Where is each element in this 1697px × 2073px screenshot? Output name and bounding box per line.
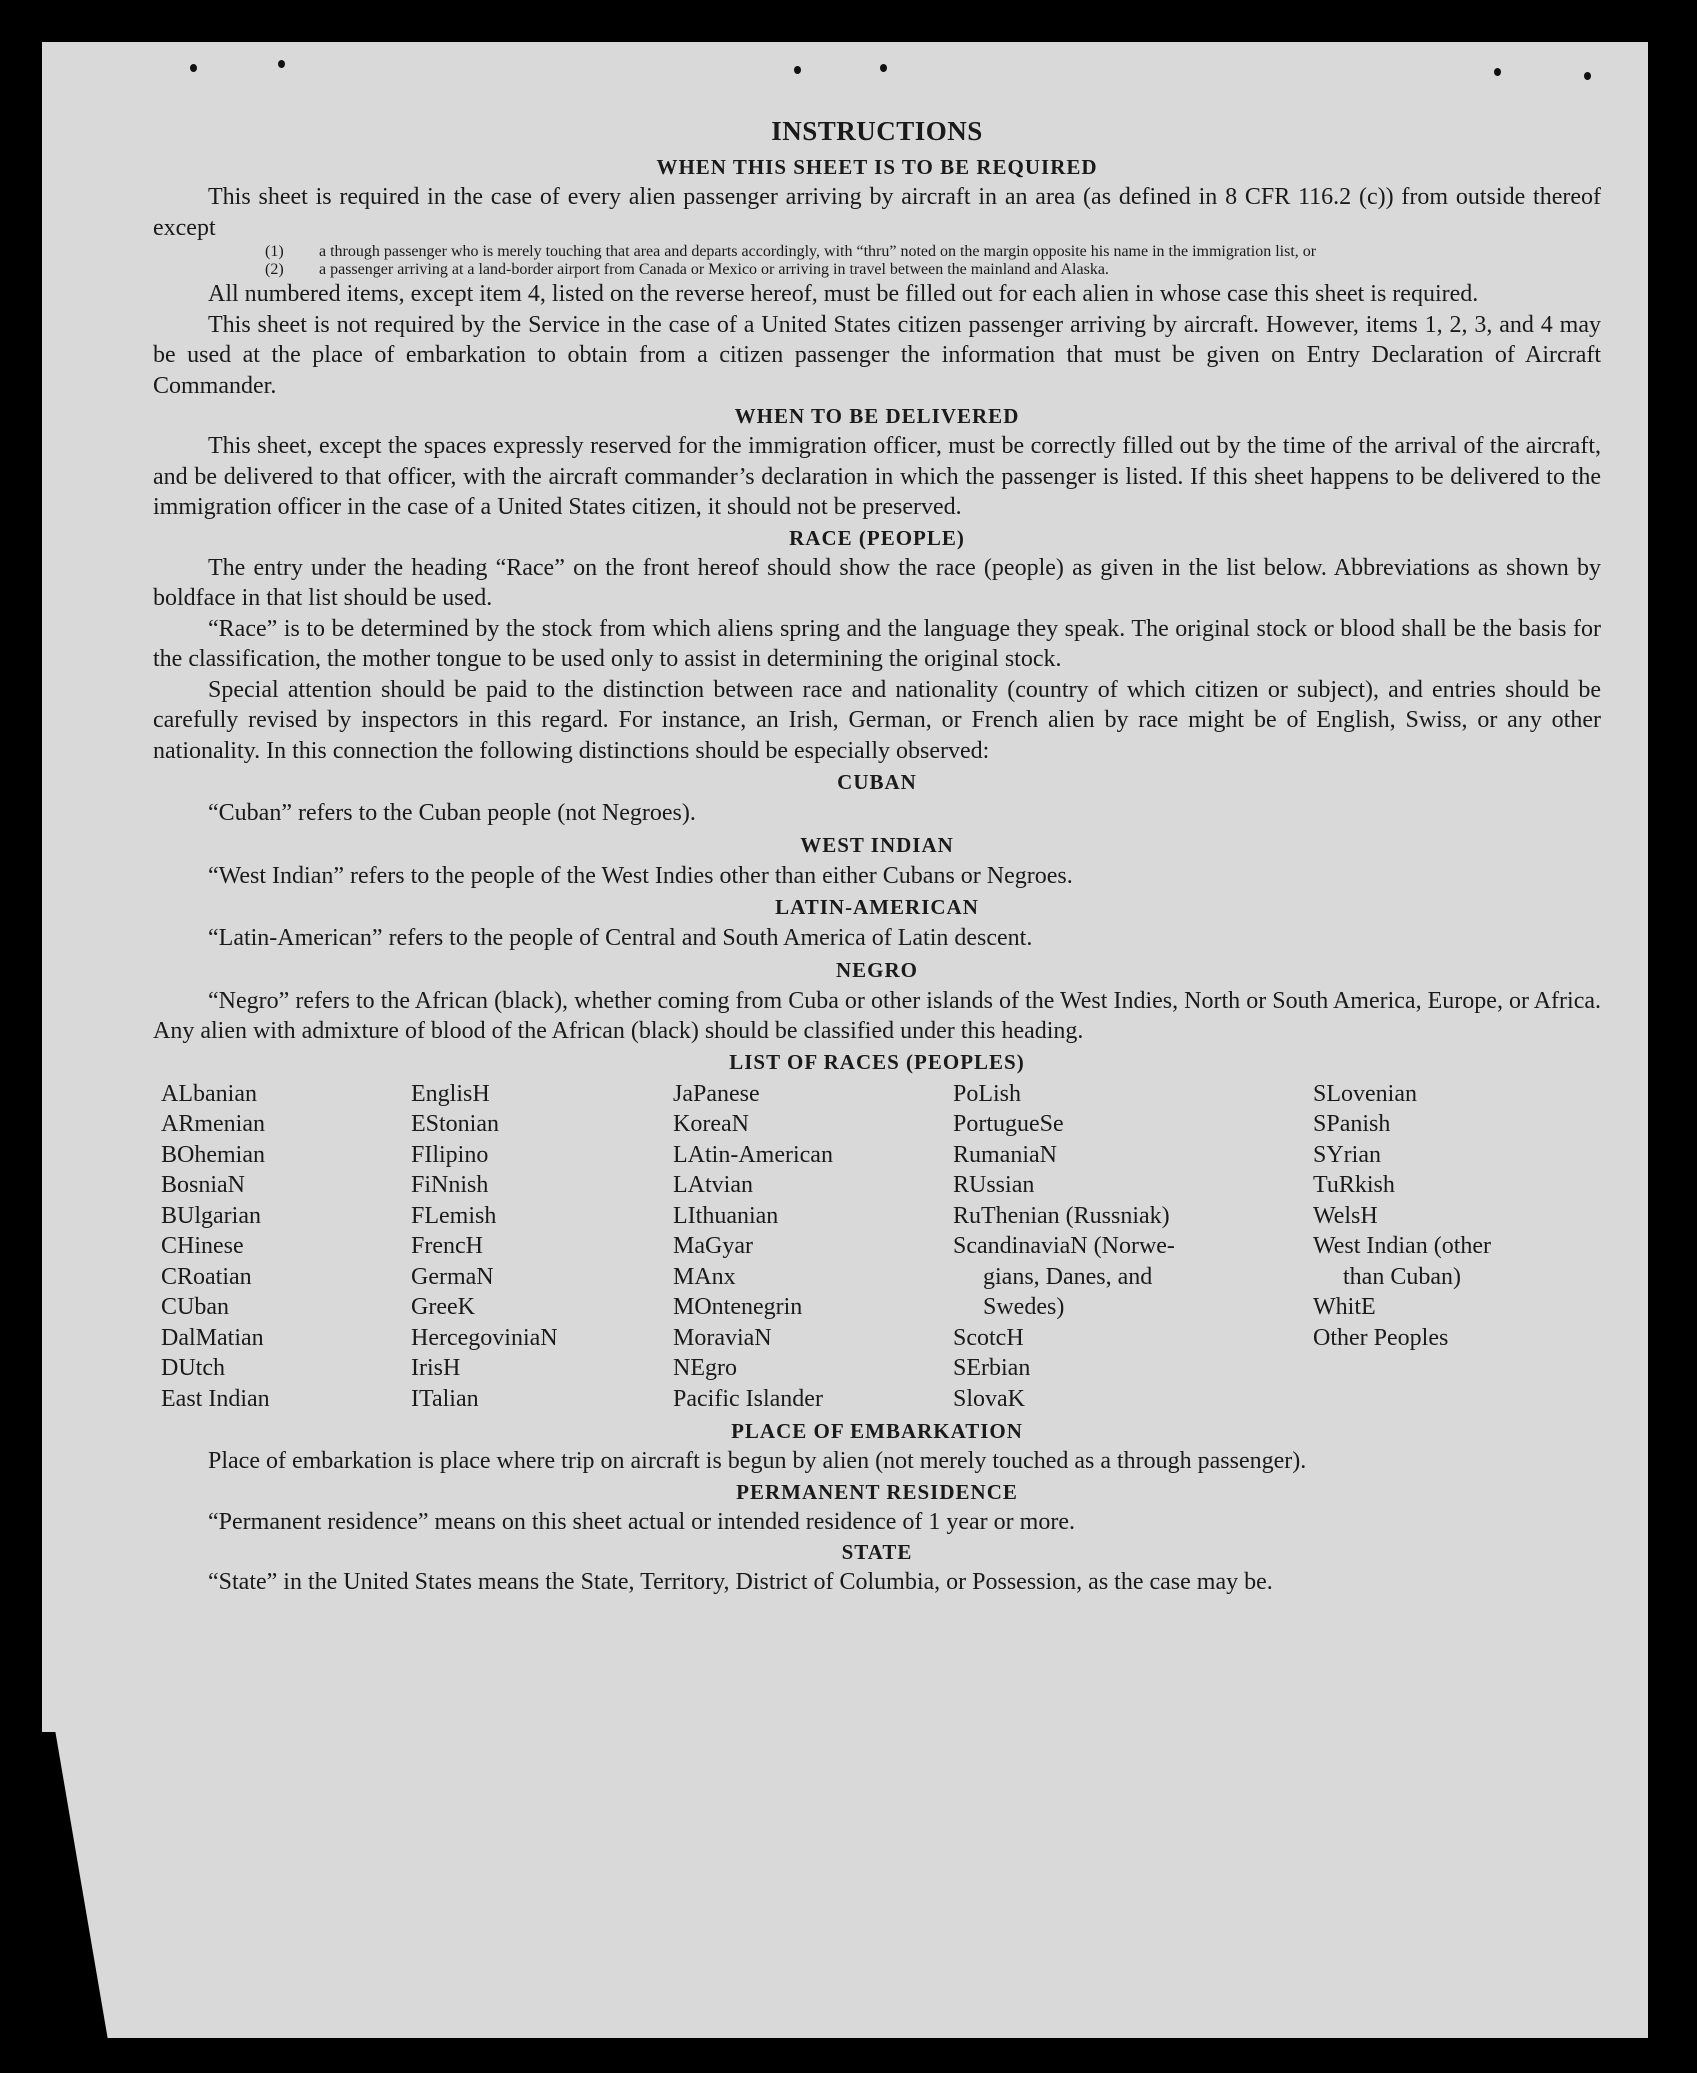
item-text: a through passenger who is merely touching that area and departs accordingly, with “thru” noted on the margin opposite his name in the immigration list, or [319, 243, 1317, 260]
race-item: BUlgarian [161, 1202, 261, 1229]
paragraph: This sheet, except the spaces expressly reserved for the immigration officer, must be correctly filled out by the time of the arrival of the aircraft, and be delivered to that officer, with the aircraft commander’s declaration in which the passenger is listed. If this sheet happens to be delivered to the immigration officer in the case of a United States citizen, it should not be preserved. [153, 433, 1601, 520]
section-heading: STATE [841, 1540, 913, 1564]
list-item [265, 243, 1601, 261]
race-item: DalMatian [161, 1324, 264, 1351]
subsection-heading: WEST INDIAN [800, 832, 954, 857]
race-item: RUssian [953, 1172, 1035, 1198]
race-item: NEgro [673, 1355, 737, 1381]
race-item: CUban [161, 1294, 229, 1320]
race-item: RumaniaN [953, 1141, 1057, 1168]
race-item: LAtvian [673, 1172, 753, 1198]
paragraph: All numbered items, except item 4, listed on the reverse hereof, must be filled out for each alien in whose case this sheet is required. [208, 281, 1479, 307]
subsection-heading: NEGRO [835, 957, 918, 982]
race-item: MoraviaN [673, 1324, 772, 1351]
race-item: SYrian [1313, 1141, 1381, 1168]
race-item: WhitE [1313, 1294, 1376, 1320]
paragraph: “West Indian” refers to the people of the West Indies other than either Cubans or Negroes. [208, 862, 1073, 889]
section-heading: WHEN TO BE DELIVERED [734, 404, 1020, 428]
race-item: GermaN [411, 1263, 494, 1290]
race-item: FiNnish [411, 1172, 489, 1198]
section-heading: WHEN THIS SHEET IS TO BE REQUIRED [656, 155, 1098, 179]
race-item: DUtch [161, 1355, 225, 1381]
race-item: FLemish [411, 1202, 497, 1229]
punch-mark [1584, 72, 1591, 80]
paragraph: “Permanent residence” means on this sheet actual or intended residence of 1 year or more. [208, 1508, 1075, 1535]
paragraph: “Race” is to be determined by the stock from which aliens spring and the language they speak. The original stock or blood shall be the basis for the classification, the mother tongue to be used only to assist in determining the original stock. [153, 615, 1601, 672]
paragraph: “State” in the United States means the State, Territory, District of Columbia, or Possession, as the case may be. [208, 1569, 1273, 1595]
race-item: West Indian (other [1313, 1233, 1492, 1259]
paragraph: Place of embarkation is place where trip on aircraft is begun by alien (not merely touched as a through passenger). [208, 1448, 1307, 1474]
race-item: MaGyar [673, 1233, 753, 1259]
punch-mark [278, 60, 285, 68]
section-heading: PLACE OF EMBARKATION [731, 1419, 1023, 1443]
race-item: East Indian [161, 1385, 270, 1412]
paragraph: This sheet is not required by the Service in the case of a United States citizen passenger arriving by aircraft. However, items 1, 2, 3, and 4 may be used at the place of embarkation to obtain from a citizen passenger the information that must be given on Entry Declaration of Aircraft Commander. [153, 311, 1601, 399]
paragraph: “Latin-American” refers to the people of Central and South America of Latin descent. [208, 925, 1033, 951]
section-heading: RACE (PEOPLE) [789, 525, 965, 550]
race-item: RuThenian (Russniak) [953, 1202, 1170, 1229]
race-column [161, 1079, 411, 1415]
race-item: LAtin-American [673, 1141, 833, 1168]
race-item: WelsH [1313, 1202, 1378, 1229]
item-text: a passenger arriving at a land-border airport from Canada or Mexico or arriving in travel between the mainland and Alaska. [319, 261, 1109, 278]
subsection-heading: LATIN-AMERICAN [775, 895, 979, 919]
race-item: Swedes) [983, 1294, 1065, 1320]
race-item: than Cuban) [1343, 1263, 1461, 1290]
item-number: (2) [265, 261, 284, 278]
race-item: ITalian [411, 1385, 479, 1412]
race-item: BosniaN [161, 1172, 245, 1198]
race-item: ScandinaviaN (Norwe- [953, 1233, 1175, 1259]
subsection-heading: CUBAN [837, 770, 917, 794]
race-column [1313, 1079, 1583, 1415]
race-column [673, 1079, 953, 1415]
race-item: CHinese [161, 1233, 244, 1259]
race-column [953, 1079, 1245, 1415]
race-item: FIlipino [411, 1141, 489, 1168]
punch-mark [880, 64, 887, 72]
race-item: ARmenian [161, 1111, 265, 1137]
paragraph: Special attention should be paid to the distinction between race and nationality (country of which citizen or subject), and entries should be carefully revised by inspectors in this regard. For instance, an Irish, German, or French alien by race might be of English, Swiss, or any other nationality. In this connection the following distinctions should be especially observed: [153, 676, 1601, 764]
race-column [411, 1079, 673, 1415]
race-item: PortugueSe [953, 1111, 1064, 1137]
race-item: SErbian [953, 1355, 1031, 1381]
race-list [153, 1079, 1601, 1415]
race-item: CRoatian [161, 1263, 252, 1290]
punch-mark [794, 66, 801, 74]
race-item: FrencH [411, 1233, 483, 1259]
race-item: MAnx [673, 1263, 736, 1290]
punch-mark [190, 64, 197, 72]
race-item: Pacific Islander [673, 1385, 823, 1412]
item-number: (1) [265, 243, 284, 260]
race-item: LIthuanian [673, 1202, 779, 1229]
race-item: EnglisH [411, 1080, 490, 1107]
paragraph: “Negro” refers to the African (black), whether coming from Cuba or other islands of the West Indies, North or South America, Europe, or Africa. Any alien with admixture of blood of the African (black) should be classified under this heading. [153, 987, 1601, 1044]
section-heading: PERMANENT RESIDENCE [736, 1479, 1018, 1504]
race-item: SlovaK [953, 1385, 1025, 1412]
race-item: ScotcH [953, 1324, 1024, 1351]
race-item: JaPanese [673, 1080, 760, 1107]
section-heading: LIST OF RACES (PEOPLES) [729, 1049, 1025, 1074]
document-page [42, 42, 1648, 2038]
race-item: ALbanian [161, 1080, 257, 1107]
paragraph: “Cuban” refers to the Cuban people (not Negroes). [208, 800, 696, 826]
race-item: IrisH [411, 1355, 461, 1381]
race-item: gians, Danes, and [983, 1263, 1153, 1290]
race-item: Other Peoples [1313, 1324, 1449, 1351]
race-item: BOhemian [161, 1141, 265, 1168]
paragraph: The entry under the heading “Race” on the front hereof should show the race (people) as given in the list below. Abbreviations as shown by boldface in that list should be used. [153, 554, 1601, 611]
race-item: HercegoviniaN [411, 1324, 558, 1351]
race-item: SPanish [1313, 1111, 1391, 1137]
race-item: GreeK [411, 1294, 475, 1320]
punch-mark [1494, 68, 1501, 76]
paragraph: This sheet is required in the case of every alien passenger arriving by aircraft in an area (as defined in 8 CFR 116.2 (c)) from outside thereof except [153, 184, 1601, 241]
race-item: SLovenian [1313, 1080, 1417, 1107]
race-item: EStonian [411, 1111, 499, 1137]
race-item: MOntenegrin [673, 1294, 803, 1320]
instructions-content [153, 116, 1601, 1598]
page-title: INSTRUCTIONS [771, 116, 983, 146]
race-item: KoreaN [673, 1111, 749, 1137]
list-item [265, 261, 1601, 279]
race-item: TuRkish [1313, 1172, 1395, 1198]
race-item: PoLish [953, 1080, 1022, 1107]
